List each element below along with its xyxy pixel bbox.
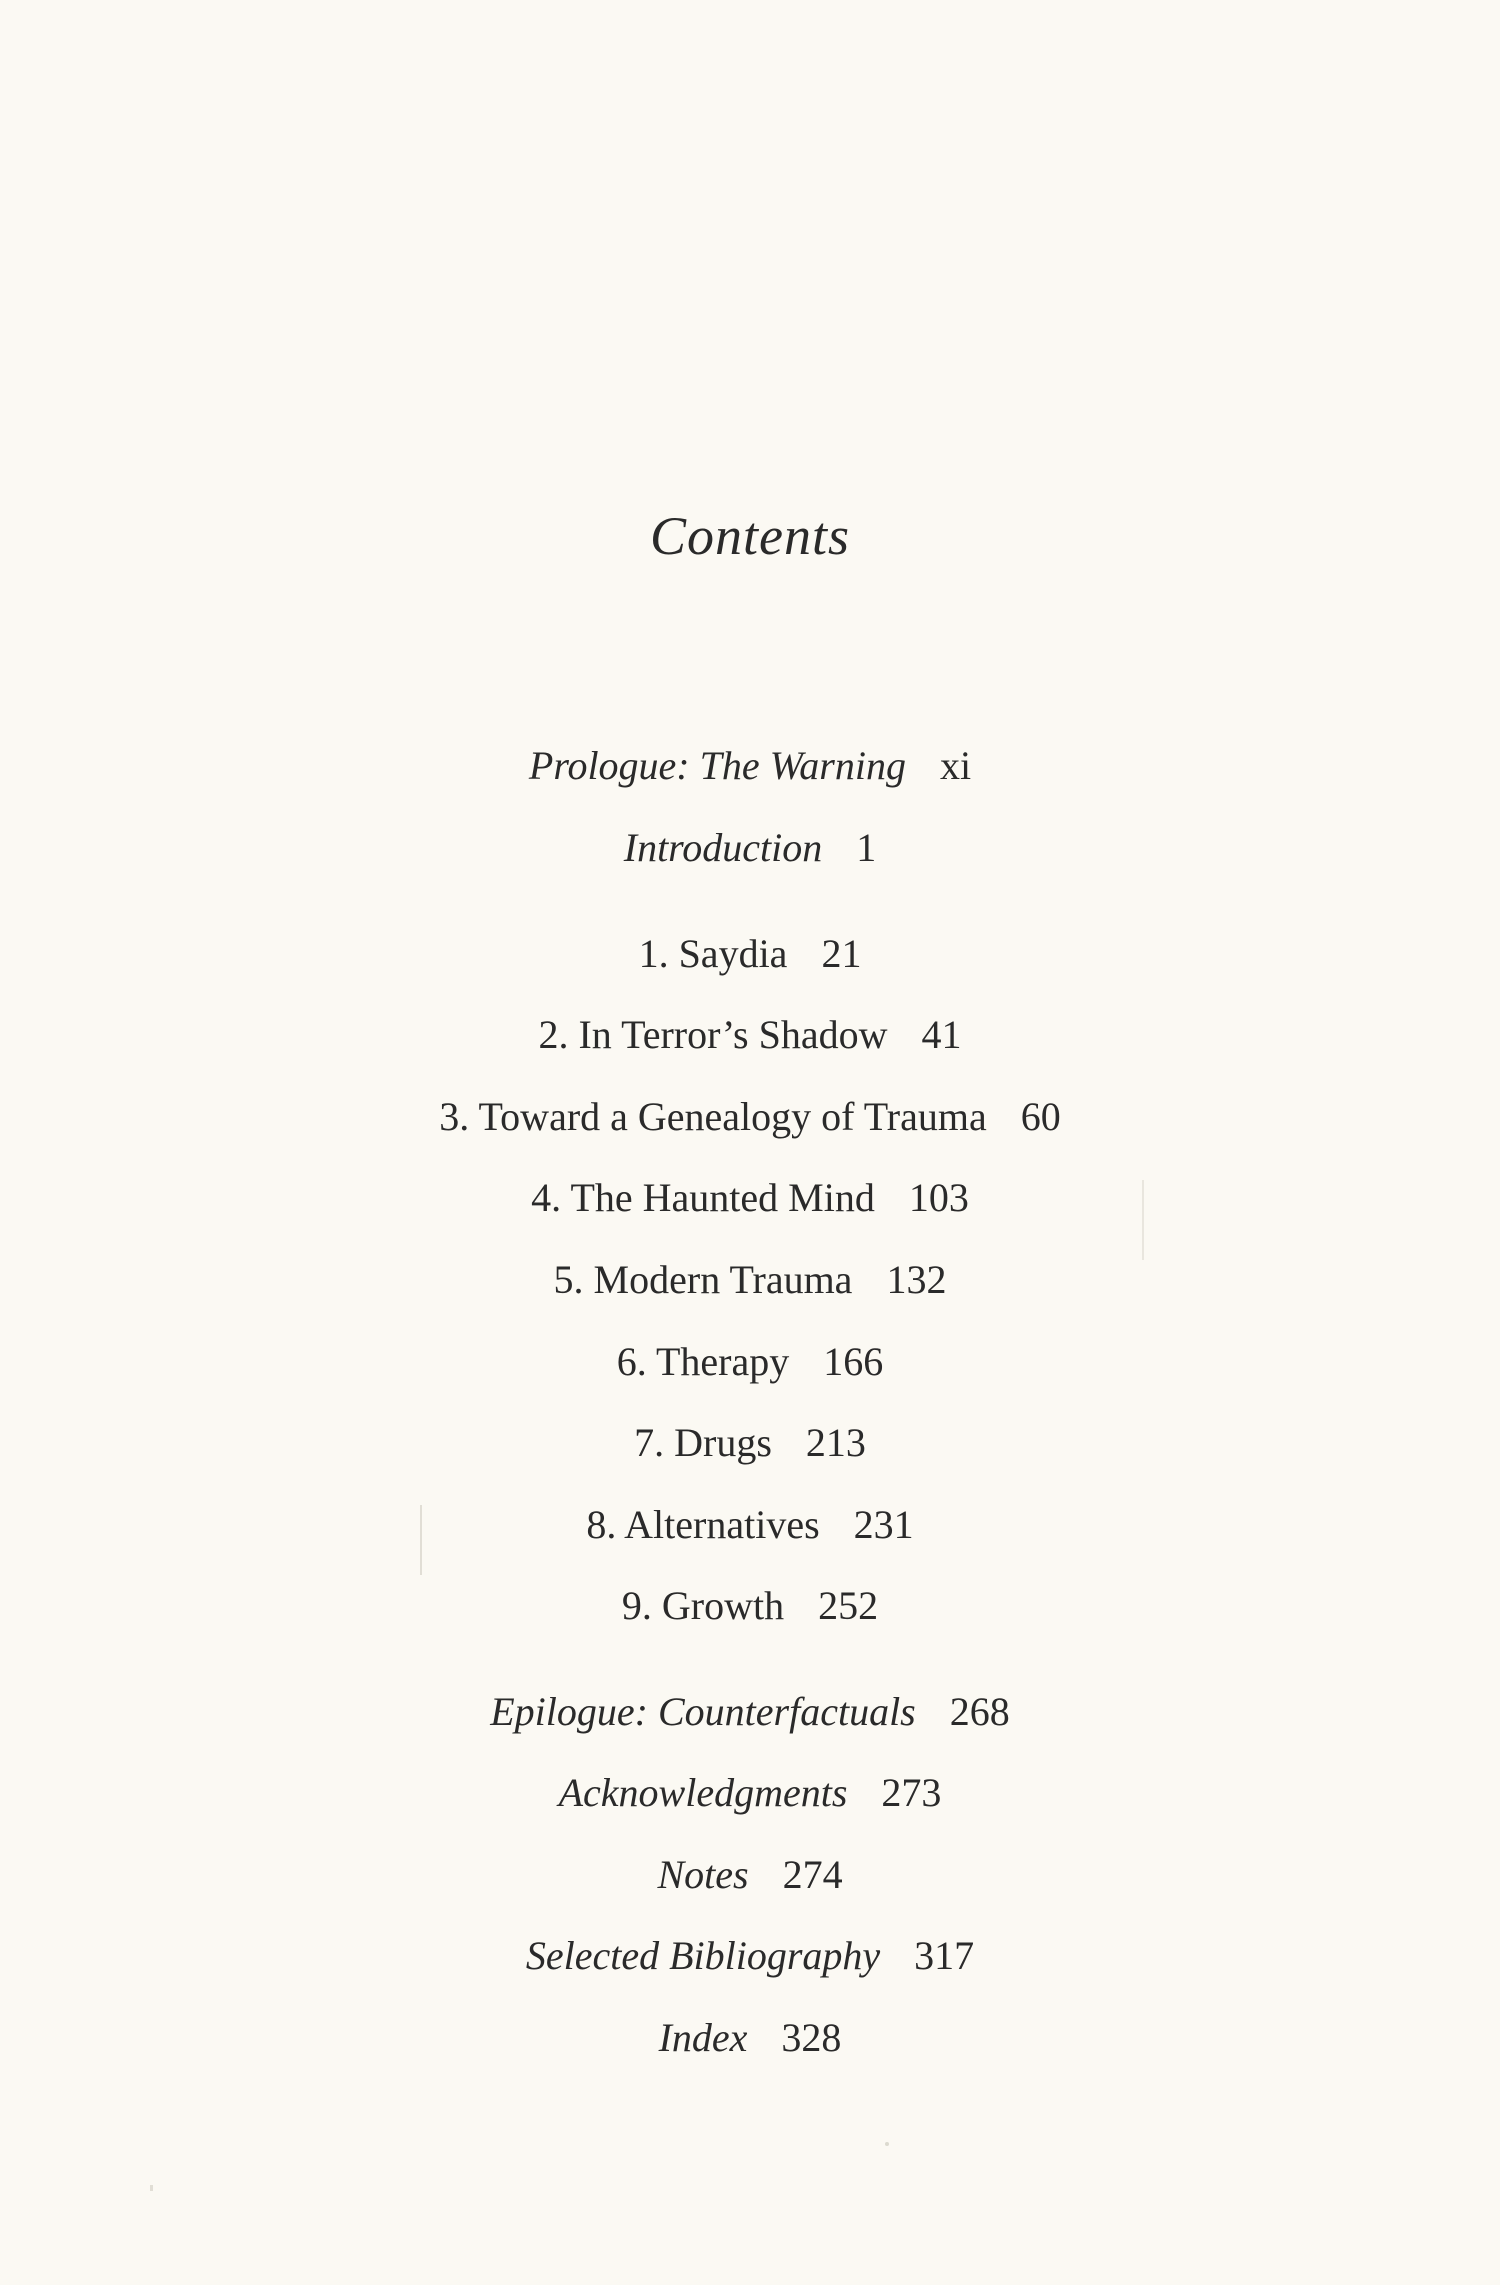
toc-entry-label: Introduction [623,825,823,870]
toc-entry-chapter-3 [0,1091,1500,1143]
toc-entry-label: 3. Toward a Genealogy of Trauma [439,1094,987,1139]
toc-entry-label: Prologue: The Warning [528,743,906,788]
toc-entry-bibliography [0,1930,1500,1982]
toc-entry-index [0,2012,1500,2064]
toc-entry-chapter-9 [0,1580,1500,1632]
toc-entry-label: 4. The Haunted Mind [531,1175,875,1220]
toc-entry-page: 213 [805,1420,866,1465]
toc-entry-label: 8. Alternatives [586,1502,820,1547]
toc-entry-label: 1. Saydia [638,931,788,976]
toc-entry-page: 231 [853,1502,914,1547]
toc-entry-label: Index [658,2015,748,2060]
toc-entry-label: 5. Modern Trauma [553,1257,853,1302]
toc-entry-chapter-8 [0,1499,1500,1551]
toc-entry-chapter-6 [0,1336,1500,1388]
toc-entry-page: 103 [908,1175,969,1220]
toc-entry-page: 317 [914,1933,975,1978]
toc-entry-chapter-2 [0,1009,1500,1061]
toc-entry-chapter-5 [0,1254,1500,1306]
toc-entry-label: Epilogue: Counterfactuals [490,1689,916,1734]
page-title: Contents [649,506,850,566]
toc-entry-page: 166 [823,1339,884,1384]
paper-mark [420,1505,422,1575]
paper-mark [885,2142,889,2146]
toc-entry-label: 9. Growth [621,1583,785,1628]
toc-entry-chapter-1 [0,928,1500,980]
toc-entry-page: 132 [886,1257,947,1302]
toc-entry-page: 252 [818,1583,879,1628]
toc-entry-label: 7. Drugs [634,1420,772,1465]
toc-entry-page: 268 [949,1689,1010,1734]
toc-entry-label: Notes [657,1852,749,1897]
toc-entry-label: Acknowledgments [558,1770,848,1815]
toc-entry-label: 6. Therapy [616,1339,790,1384]
toc-entry-page: 21 [821,931,862,976]
toc-entry-epilogue [0,1686,1500,1738]
toc-entry-prologue [0,740,1500,792]
toc-entry-label: 2. In Terror’s Shadow [538,1012,888,1057]
toc-entry-page: 41 [921,1012,962,1057]
toc-entry-page: xi [939,743,972,788]
paper-mark [1142,1180,1144,1260]
toc-entry-notes [0,1849,1500,1901]
toc-entry-acknowledgments [0,1767,1500,1819]
toc-entry-label: Selected Bibliography [525,1933,881,1978]
toc-entry-page: 274 [782,1852,843,1897]
toc-entry-page: 1 [856,825,877,870]
toc-entry-chapter-7 [0,1417,1500,1469]
toc-entry-chapter-4 [0,1172,1500,1224]
toc-entry-page: 60 [1020,1094,1061,1139]
paper-mark [150,2185,153,2191]
toc-entry-introduction [0,822,1500,874]
toc-entry-page: 273 [881,1770,942,1815]
toc-entry-page: 328 [781,2015,842,2060]
